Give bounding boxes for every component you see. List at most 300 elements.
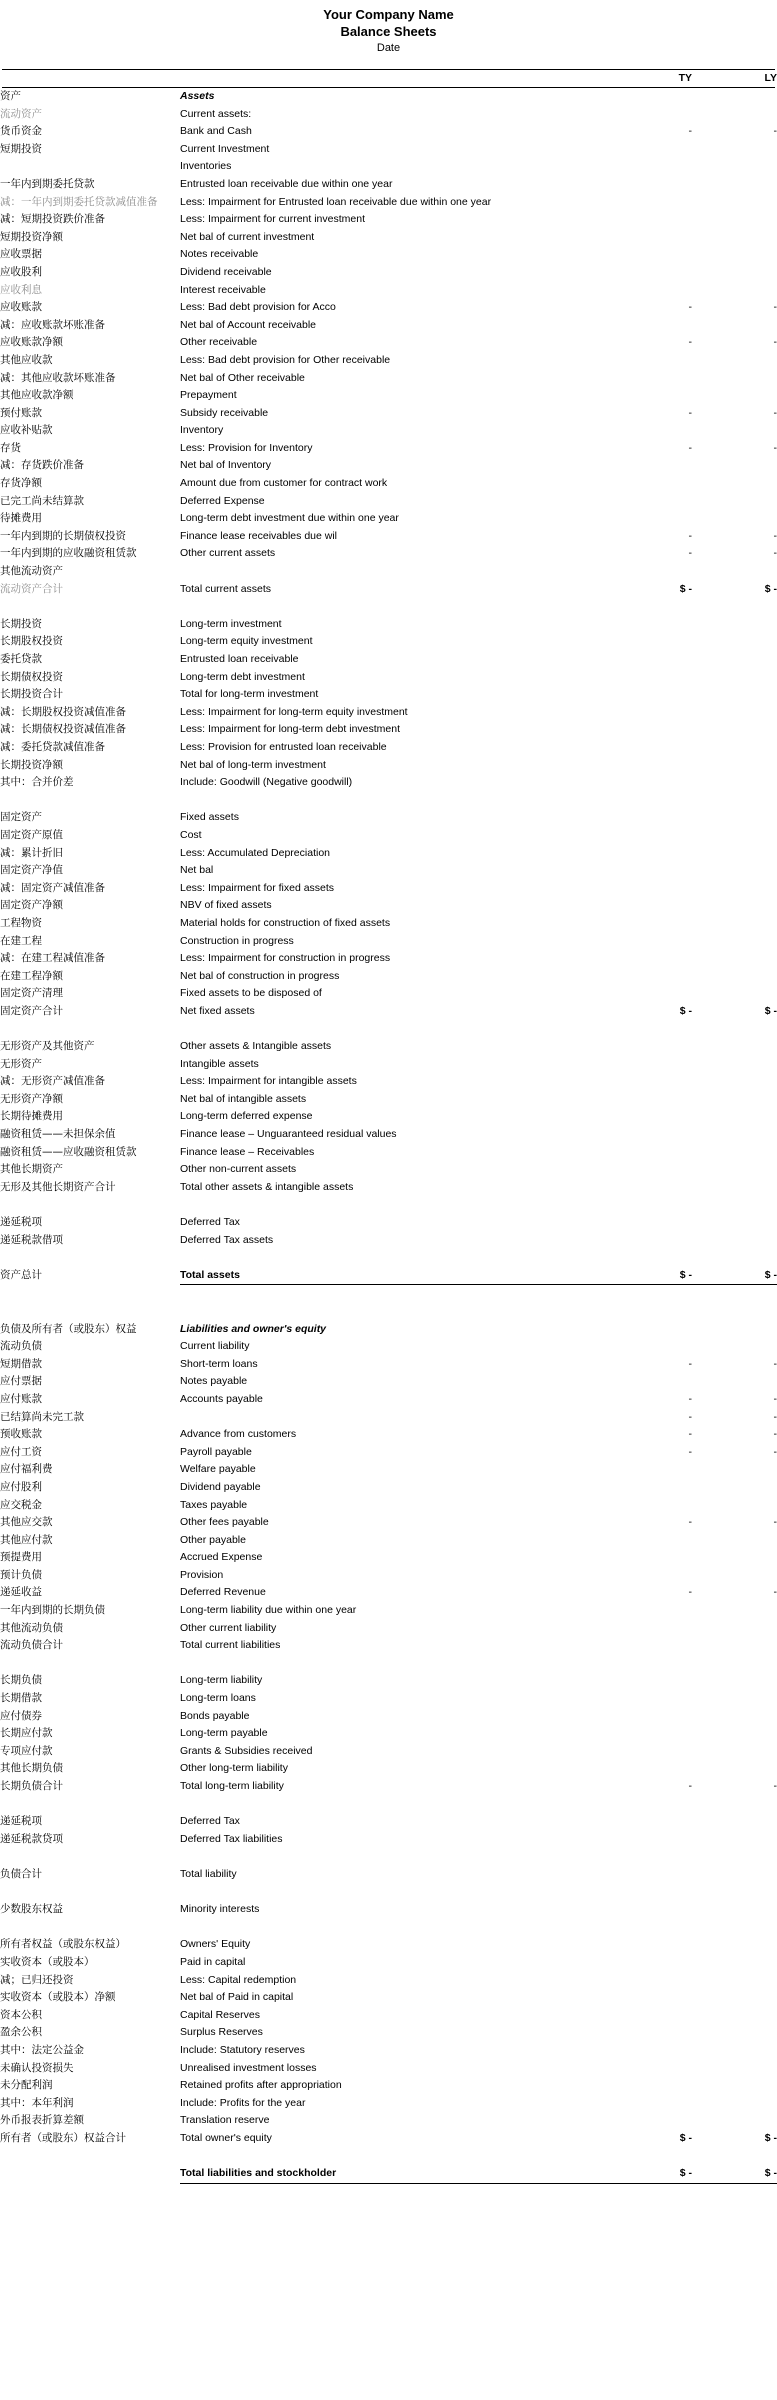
row-label-en: Cost — [180, 828, 202, 841]
row-label-cn: 长期负债合计 — [0, 1780, 63, 1792]
table-row — [0, 545, 777, 563]
row-value-ly — [692, 985, 777, 1003]
row-label-cn: 应收账款净额 — [0, 336, 63, 349]
spacer-row — [0, 1196, 777, 1214]
table-row — [0, 1161, 777, 1179]
table-row — [0, 2095, 777, 2113]
row-value-ly — [692, 669, 777, 687]
table-row — [0, 2024, 777, 2042]
row-label-en: Deferred Tax assets — [180, 1233, 274, 1246]
row-label-cn: 资产总计 — [0, 1269, 42, 1282]
row-label-en: Deferred Revenue — [180, 1586, 266, 1599]
row-value-ty — [600, 1549, 692, 1567]
row-label-cn: 递延税款贷项 — [0, 1832, 63, 1845]
row-label-cn: 长期应付款 — [0, 1727, 53, 1740]
row-value-ly — [692, 1549, 777, 1567]
row-label-cn: 无形资产净额 — [0, 1092, 63, 1105]
row-value-ty — [600, 1232, 692, 1250]
row-label-cn: 短期投资 — [0, 142, 42, 155]
row-label-en: Surplus Reserves — [180, 2026, 263, 2039]
row-label-cn: 减：短期投资跌价准备 — [0, 213, 105, 226]
row-label-cn: 资产 — [0, 90, 21, 102]
table-row — [0, 757, 777, 775]
row-label-en: Net bal of Account receivable — [180, 318, 316, 331]
row-label-en: Other long-term liability — [180, 1762, 288, 1775]
row-value-ty — [600, 616, 692, 634]
row-label-cn: 固定资产净额 — [0, 899, 63, 912]
row-value-ty — [600, 1743, 692, 1761]
row-label-en: Less: Accumulated Depreciation — [180, 846, 330, 859]
row-value-ty — [600, 88, 692, 106]
row-value-ty — [600, 633, 692, 651]
row-label-cn: 待摊费用 — [0, 512, 42, 525]
table-row — [0, 1989, 777, 2007]
spacer-row — [0, 1919, 777, 1937]
row-value-ly — [692, 757, 777, 775]
row-label-cn: 递延税项 — [0, 1216, 42, 1228]
row-label-cn: 未分配利润 — [0, 2079, 53, 2092]
row-label-cn: 负债合计 — [0, 1867, 42, 1880]
row-value-ly — [692, 2112, 777, 2130]
row-value-ly — [692, 1831, 777, 1849]
row-value-ly — [692, 968, 777, 986]
row-value-ly — [692, 915, 777, 933]
row-value-ty — [600, 933, 692, 951]
table-row — [0, 1214, 777, 1232]
row-label-en: Inventories — [180, 160, 232, 173]
row-value-ly — [692, 1954, 777, 1972]
spacer-row — [0, 1285, 777, 1303]
row-value-ly — [692, 1760, 777, 1778]
row-value-ty — [600, 809, 692, 827]
row-label-en: Other assets & Intangible assets — [180, 1040, 332, 1053]
row-label-en: Minority interests — [180, 1903, 260, 1916]
column-header-en-blank — [180, 70, 600, 87]
table-row — [0, 2112, 777, 2130]
row-label-en: Total liabilities and stockholder — [180, 2165, 600, 2183]
row-value-ty — [600, 1214, 692, 1232]
row-value-ty — [600, 1866, 692, 1884]
row-value-ty — [600, 1126, 692, 1144]
row-label-cn: 应付福利费 — [0, 1463, 53, 1476]
row-label-en: Bonds payable — [180, 1709, 250, 1722]
row-label-cn: 减：其他应收款坏账准备 — [0, 371, 116, 384]
row-label-cn: 工程物资 — [0, 916, 42, 929]
row-value-ty — [600, 827, 692, 845]
table-row — [0, 669, 777, 687]
row-label-en: Amount due from customer for contract work — [180, 477, 388, 490]
row-value-ly — [692, 194, 777, 212]
table-row — [0, 440, 777, 458]
table-row — [0, 106, 777, 124]
row-label-cn: 未确认投资损失 — [0, 2061, 74, 2074]
row-value-ly: $ - — [764, 1004, 777, 1017]
table-row — [0, 493, 777, 511]
spacer-row — [0, 1796, 777, 1814]
table-row — [0, 123, 777, 141]
row-value-ty — [600, 563, 692, 581]
row-label-en: Net bal of current investment — [180, 230, 315, 243]
row-value-ty — [600, 370, 692, 388]
company-name: Your Company Name — [323, 7, 454, 22]
row-value-ly — [692, 2095, 777, 2113]
table-row — [0, 211, 777, 229]
row-label-en: Net fixed assets — [180, 1004, 255, 1017]
row-label-en: Deferred Tax liabilities — [180, 1832, 283, 1845]
row-label-cn: 长期股权投资 — [0, 635, 63, 648]
row-value-ty — [600, 704, 692, 722]
table-row — [0, 633, 777, 651]
table-row — [0, 229, 777, 247]
row-value-ty — [600, 774, 692, 792]
row-label-cn: 其他长期资产 — [0, 1163, 63, 1176]
balance-sheet-rows — [0, 88, 777, 2184]
table-row — [0, 1056, 777, 1074]
row-label-en: Net bal of Other receivable — [180, 371, 305, 384]
table-row — [0, 985, 777, 1003]
table-row — [0, 1708, 777, 1726]
row-label-cn: 无形资产及其他资产 — [0, 1040, 95, 1053]
table-row — [0, 1936, 777, 1954]
row-label-en: Prepayment — [180, 389, 237, 402]
table-row — [0, 2077, 777, 2095]
row-value-ly — [692, 1091, 777, 1109]
row-value-ly — [692, 1056, 777, 1074]
row-value-ty — [600, 757, 692, 775]
row-label-en: Less: Impairment for Entrusted loan receivable due within one year — [180, 195, 492, 208]
spacer-row — [0, 1249, 777, 1267]
row-value-ty — [600, 229, 692, 247]
row-label-en: Deferred Tax — [180, 1216, 240, 1228]
row-value-ly — [692, 774, 777, 792]
row-value-ty: - — [688, 1516, 692, 1529]
row-value-ty — [600, 1497, 692, 1515]
row-label-cn: 长期债权投资 — [0, 670, 63, 683]
row-label-cn: 长期投资合计 — [0, 688, 63, 701]
table-row — [0, 1620, 777, 1638]
row-label-cn: 应收账款 — [0, 301, 42, 314]
table-row — [0, 1144, 777, 1162]
row-label-cn: 长期负债 — [0, 1674, 42, 1687]
row-value-ly — [692, 880, 777, 898]
table-row — [0, 897, 777, 915]
row-value-ty — [600, 1321, 692, 1339]
table-row — [0, 845, 777, 863]
row-value-ly: - — [773, 1392, 777, 1405]
row-value-ly — [692, 721, 777, 739]
spacer-row — [0, 792, 777, 810]
row-value-ly — [692, 1936, 777, 1954]
row-value-ly — [692, 2042, 777, 2060]
table-row — [0, 1321, 777, 1339]
table-row — [0, 1003, 777, 1021]
row-label-en: Total current liabilities — [180, 1639, 281, 1652]
row-value-ly — [692, 1866, 777, 1884]
row-value-ty — [600, 1936, 692, 1954]
row-label-en: Deferred Expense — [180, 494, 265, 507]
row-label-cn: 在建工程净额 — [0, 969, 63, 982]
row-value-ty — [600, 968, 692, 986]
table-row — [0, 563, 777, 581]
row-value-ly — [692, 809, 777, 827]
row-label-en: Advance from customers — [180, 1428, 297, 1441]
row-value-ly: - — [773, 529, 777, 542]
row-label-cn: 减：应收账款坏账准备 — [0, 318, 105, 331]
table-row — [0, 1232, 777, 1250]
table-row — [0, 1373, 777, 1391]
row-value-ly — [692, 1725, 777, 1743]
row-label-en: Total for long-term investment — [180, 688, 319, 701]
row-value-ly: - — [773, 1586, 777, 1599]
row-value-ty — [600, 2112, 692, 2130]
row-label-en: Finance lease – Unguaranteed residual values — [180, 1128, 397, 1141]
row-value-ly — [692, 176, 777, 194]
row-label-en: Long-term debt investment due within one year — [180, 512, 399, 525]
row-label-cn: 在建工程 — [0, 934, 42, 947]
row-label-cn: 一年内到期的长期债权投资 — [0, 529, 126, 542]
table-row — [0, 194, 777, 212]
row-value-ty: - — [688, 1445, 692, 1458]
row-value-ty: - — [688, 1586, 692, 1599]
spacer-row — [0, 1848, 777, 1866]
row-value-ty — [600, 194, 692, 212]
row-value-ly: - — [773, 336, 777, 349]
row-label-en: Long-term deferred expense — [180, 1110, 313, 1123]
row-value-ly — [692, 317, 777, 335]
row-value-ly — [692, 229, 777, 247]
row-value-ty — [600, 1373, 692, 1391]
row-label-cn: 流动负债合计 — [0, 1639, 63, 1652]
row-label-en: Paid in capital — [180, 1955, 246, 1968]
table-row — [0, 2042, 777, 2060]
row-label-cn: 减：委托贷款减值准备 — [0, 740, 105, 753]
row-value-ly: - — [773, 1428, 777, 1441]
row-label-cn: 应付债券 — [0, 1709, 42, 1722]
table-row — [0, 1778, 777, 1796]
row-label-en: Accrued Expense — [180, 1551, 263, 1564]
row-label-en: Net bal — [180, 864, 214, 877]
table-row — [0, 1267, 777, 1285]
row-value-ly — [692, 141, 777, 159]
row-label-cn: 固定资产清理 — [0, 987, 63, 1000]
table-row — [0, 1073, 777, 1091]
row-value-ly: - — [773, 441, 777, 454]
row-label-cn: 其他长期负债 — [0, 1762, 63, 1775]
row-label-cn: 其他应收款 — [0, 353, 53, 366]
row-value-ly — [692, 897, 777, 915]
table-row — [0, 1813, 777, 1831]
row-value-ty: - — [688, 441, 692, 454]
row-value-ty — [600, 1831, 692, 1849]
row-value-ty — [600, 721, 692, 739]
row-value-ly — [692, 1743, 777, 1761]
row-label-cn: 其他流动负债 — [0, 1621, 63, 1634]
table-row — [0, 1725, 777, 1743]
row-value-ty — [600, 1972, 692, 1990]
row-value-ty — [600, 897, 692, 915]
row-label-en: Capital Reserves — [180, 2008, 260, 2021]
row-label-cn: 减：累计折旧 — [0, 846, 63, 859]
row-value-ty — [600, 246, 692, 264]
row-label-en: Net bal of intangible assets — [180, 1092, 307, 1105]
row-label-en: Current liability — [180, 1340, 250, 1353]
row-label-en: Less: Provision for entrusted loan receivable — [180, 740, 387, 753]
table-row — [0, 1479, 777, 1497]
row-label-cn: 应付股利 — [0, 1480, 42, 1493]
table-row — [0, 1549, 777, 1567]
row-value-ty: $ - — [679, 1004, 692, 1017]
row-value-ly — [692, 1620, 777, 1638]
row-label-cn: 已结算尚未完工款 — [0, 1410, 84, 1423]
row-label-en: Long-term loans — [180, 1692, 256, 1705]
table-row — [0, 1391, 777, 1409]
row-label-cn: 长期借款 — [0, 1692, 42, 1705]
row-value-ly — [692, 158, 777, 176]
row-value-ty — [600, 1760, 692, 1778]
table-row — [0, 581, 777, 599]
row-value-ly — [692, 563, 777, 581]
row-value-ty — [600, 1091, 692, 1109]
row-value-ty: - — [688, 1357, 692, 1370]
row-label-cn: 其中：法定公益金 — [0, 2043, 84, 2056]
row-value-ty: $ - — [600, 1267, 692, 1285]
row-label-cn: 应交税金 — [0, 1498, 42, 1511]
row-label-en: Dividend payable — [180, 1480, 261, 1493]
row-label-en — [180, 1409, 600, 1427]
row-label-en: Total assets — [180, 1267, 600, 1285]
row-label-cn: 短期借款 — [0, 1357, 42, 1370]
table-row — [0, 968, 777, 986]
row-value-ly: - — [773, 406, 777, 419]
row-label-cn: 预提费用 — [0, 1551, 42, 1564]
row-label-cn: 应付账款 — [0, 1392, 42, 1405]
table-row — [0, 809, 777, 827]
row-label-cn: 实收资本（或股本） — [0, 1955, 95, 1968]
row-label-cn: 其中：本年利润 — [0, 2096, 74, 2109]
row-value-ly: - — [773, 1357, 777, 1370]
row-value-ty — [600, 1144, 692, 1162]
row-label-en: Finance lease – Receivables — [180, 1145, 315, 1158]
spacer-row — [0, 1303, 777, 1321]
row-label-cn: 减：长期债权投资减值准备 — [0, 723, 126, 736]
table-row — [0, 334, 777, 352]
row-label-en: Less: Impairment for construction in progress — [180, 952, 391, 965]
row-label-cn: 长期投资 — [0, 617, 42, 630]
row-label-en: Less: Provision for Inventory — [180, 441, 313, 454]
row-label-cn: 已完工尚未结算款 — [0, 494, 84, 507]
table-row — [0, 1038, 777, 1056]
row-label-en: Less: Impairment for current investment — [180, 213, 365, 226]
row-label-en: Liabilities and owner's equity — [180, 1322, 327, 1335]
row-value-ty: - — [688, 1428, 692, 1441]
row-value-ty — [600, 1725, 692, 1743]
row-value-ly — [692, 246, 777, 264]
table-row — [0, 862, 777, 880]
row-label-en: Less: Impairment for long-term equity investment — [180, 705, 408, 718]
row-label-en: Owners' Equity — [180, 1938, 251, 1951]
column-header-table — [0, 70, 777, 87]
table-row — [0, 1338, 777, 1356]
row-value-ly — [692, 651, 777, 669]
column-header-cn-blank — [0, 70, 180, 87]
table-row — [0, 299, 777, 317]
row-value-ly — [692, 1602, 777, 1620]
row-value-ly — [692, 1672, 777, 1690]
row-label-en: Notes payable — [180, 1375, 248, 1388]
row-label-cn: 盈余公积 — [0, 2026, 42, 2039]
row-value-ty — [600, 1108, 692, 1126]
row-value-ty — [600, 915, 692, 933]
row-value-ly — [692, 1144, 777, 1162]
table-row — [0, 317, 777, 335]
row-value-ty — [600, 282, 692, 300]
row-label-cn: 存货 — [0, 441, 21, 454]
row-label-cn: 递延税项 — [0, 1815, 42, 1828]
row-value-ly — [692, 862, 777, 880]
row-value-ly — [692, 387, 777, 405]
table-row — [0, 1567, 777, 1585]
table-row — [0, 950, 777, 968]
row-label-en: Total long-term liability — [180, 1780, 284, 1792]
row-label-cn: 应付票据 — [0, 1375, 42, 1388]
row-value-ly — [692, 704, 777, 722]
row-value-ty — [600, 2024, 692, 2042]
row-label-en: Total other assets & intangible assets — [180, 1180, 354, 1193]
row-value-ty — [600, 1161, 692, 1179]
row-label-cn: 长期待摊费用 — [0, 1110, 63, 1123]
row-value-ty: $ - — [679, 582, 692, 595]
row-label-en: Other payable — [180, 1533, 246, 1546]
row-label-cn: 应收利息 — [0, 283, 42, 296]
row-value-ty — [600, 1179, 692, 1197]
report-title: Balance Sheets — [340, 24, 437, 39]
row-value-ly — [692, 422, 777, 440]
table-row — [0, 1514, 777, 1532]
row-label-cn: 应收补贴款 — [0, 424, 53, 437]
table-row — [0, 1972, 777, 1990]
row-value-ly — [692, 457, 777, 475]
column-header-row — [0, 70, 777, 87]
row-label-en: Less: Impairment for long-term debt investment — [180, 723, 401, 736]
row-label-cn: 所有者权益（或股东权益） — [0, 1938, 126, 1951]
row-label-en: Other current liability — [180, 1621, 277, 1634]
table-row — [0, 88, 777, 106]
table-row — [0, 457, 777, 475]
row-value-ly — [692, 1567, 777, 1585]
table-row — [0, 352, 777, 370]
row-value-ty — [600, 950, 692, 968]
row-label-cn: 固定资产合计 — [0, 1004, 63, 1017]
row-label-en: Long-term investment — [180, 617, 282, 630]
row-label-cn: 一年内到期委托贷款 — [0, 177, 95, 190]
table-row — [0, 1497, 777, 1515]
row-label-en: Net bal of Inventory — [180, 459, 272, 472]
row-label-en: Translation reserve — [180, 2114, 270, 2127]
row-label-en: Finance lease receivables due wil — [180, 529, 338, 542]
row-label-cn: 无形及其他长期资产合计 — [0, 1180, 116, 1193]
row-label-cn: 减：固定资产减值准备 — [0, 881, 105, 894]
row-label-cn: 所有者（或股东）权益合计 — [0, 2131, 126, 2144]
row-value-ty — [600, 2007, 692, 2025]
row-label-cn: 固定资产 — [0, 811, 42, 824]
row-value-ly: - — [773, 125, 777, 138]
row-value-ly — [692, 1708, 777, 1726]
row-label-cn: 负债及所有者（或股东）权益 — [0, 1322, 137, 1335]
table-row — [0, 370, 777, 388]
row-value-ty — [600, 1989, 692, 2007]
row-label-cn: 其他流动资产 — [0, 565, 63, 578]
table-row — [0, 1179, 777, 1197]
